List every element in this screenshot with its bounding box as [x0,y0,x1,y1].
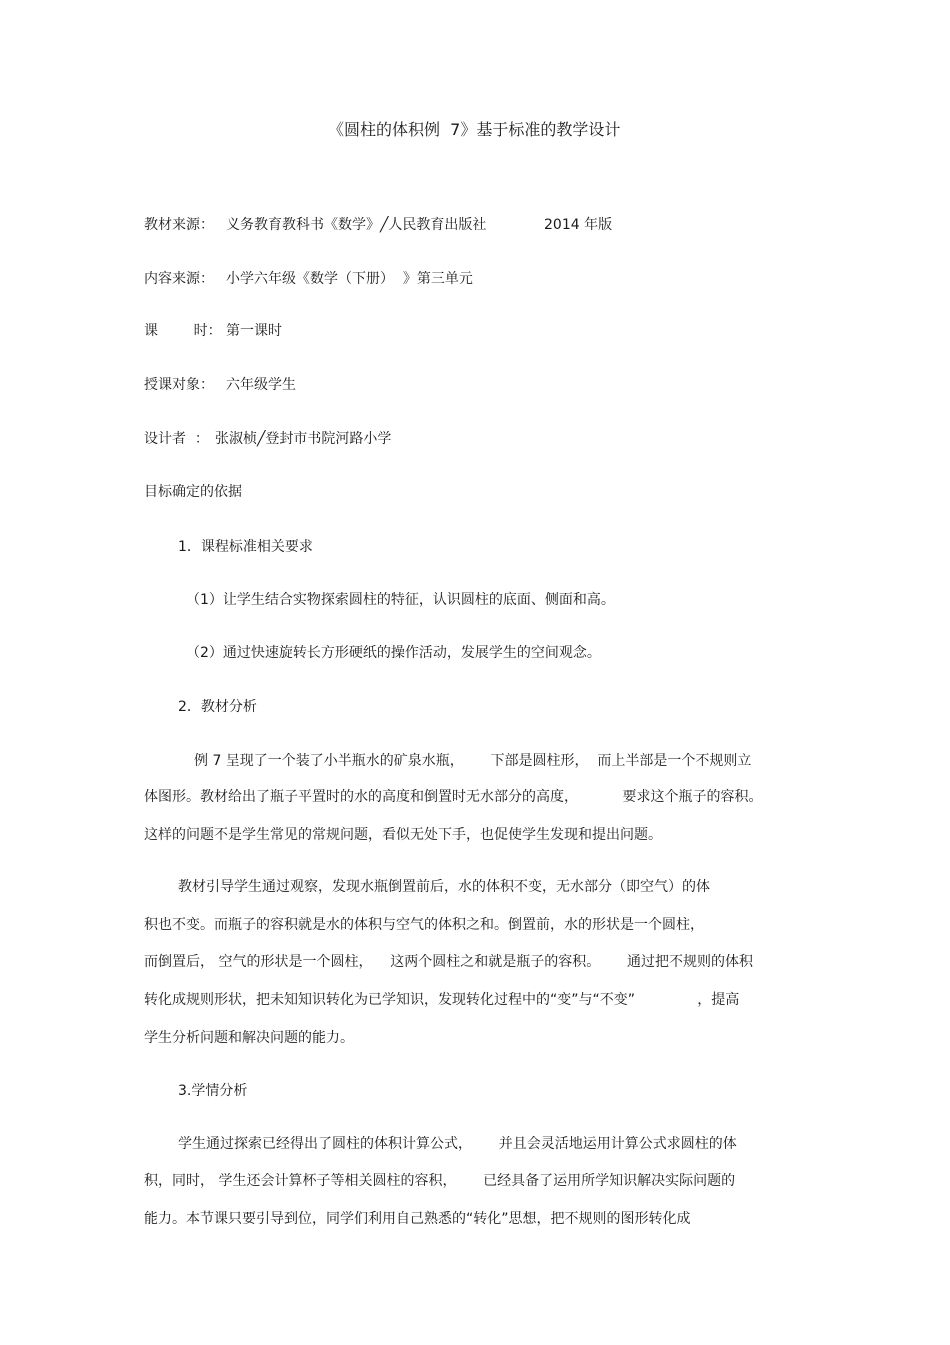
audience-label: 授课对象： [144,377,214,393]
source-year: 2014 年版 [544,217,613,233]
lesson-value: 第一课时 [226,323,282,339]
paragraph-line: 积也不变。而瓶子的容积就是水的体积与空气的体积之和。倒置前，水的形状是一个圆柱， [144,917,704,933]
paragraph-line: 能力。本节课只要引导到位，同学们利用自己熟悉的“转化”思想，把不规则的图形转化成 [144,1211,691,1227]
paragraph-line: 积，同时， 学生还会计算杯子等相关圆柱的容积， 已经具备了运用所学知识解决实际问题的 [144,1173,736,1189]
designer-label: 设计者 ： [144,431,209,447]
paragraph-line: 这样的问题不是学生常见的常规问题，看似无处下手，也促使学生发现和提出问题。 [144,827,662,843]
lesson-label: 课 时： [144,323,222,339]
basis-heading: 目标确定的依据 [144,484,242,500]
section3-heading: 3.学情分析 [178,1083,248,1099]
designer-value: 张淑桢╱登封市书院河路小学 [215,431,392,447]
paragraph-line: 转化成规则形状，把未知知识转化为已学知识，发现转化过程中的“变”与“不变” ，提高 [144,992,740,1008]
content-value: 小学六年级《数学（下册） 》第三单元 [226,271,473,287]
paragraph-line: 教材引导学生通过观察，发现水瓶倒置前后，水的体积不变，无水部分（即空气）的体 [178,879,710,895]
source-label: 教材来源： [144,217,214,233]
paragraph-line: 体图形。教材给出了瓶子平置时的水的高度和倒置时无水部分的高度， 要求这个瓶子的容积。 [144,789,763,805]
paragraph-line: 而倒置后， 空气的形状是一个圆柱， 这两个圆柱之和就是瓶子的容积。 通过把不规则的体积 [144,954,753,970]
section1-item: （2）通过快速旋转长方形硬纸的操作活动，发展学生的空间观念。 [186,645,601,661]
paragraph-line: 例 7 呈现了一个装了小半瓶水的矿泉水瓶， 下部是圆柱形， 而上半部是一个不规则立 [194,753,752,769]
paragraph-line: 学生通过探索已经得出了圆柱的体积计算公式， 并且会灵活地运用计算公式求圆柱的体 [178,1136,737,1152]
section2-heading: 2．教材分析 [178,699,257,715]
audience-value: 六年级学生 [226,377,296,393]
paragraph-line: 学生分析问题和解决问题的能力。 [144,1030,354,1046]
source-value: 义务教育教科书《数学》╱人民教育出版社 [226,217,487,233]
section1-item: （1）让学生结合实物探索圆柱的特征，认识圆柱的底面、侧面和高。 [186,592,615,608]
content-label: 内容来源： [144,271,214,287]
section1-heading: 1．课程标准相关要求 [178,539,313,555]
document-title: 《圆柱的体积例 7》基于标准的教学设计 [328,120,621,139]
